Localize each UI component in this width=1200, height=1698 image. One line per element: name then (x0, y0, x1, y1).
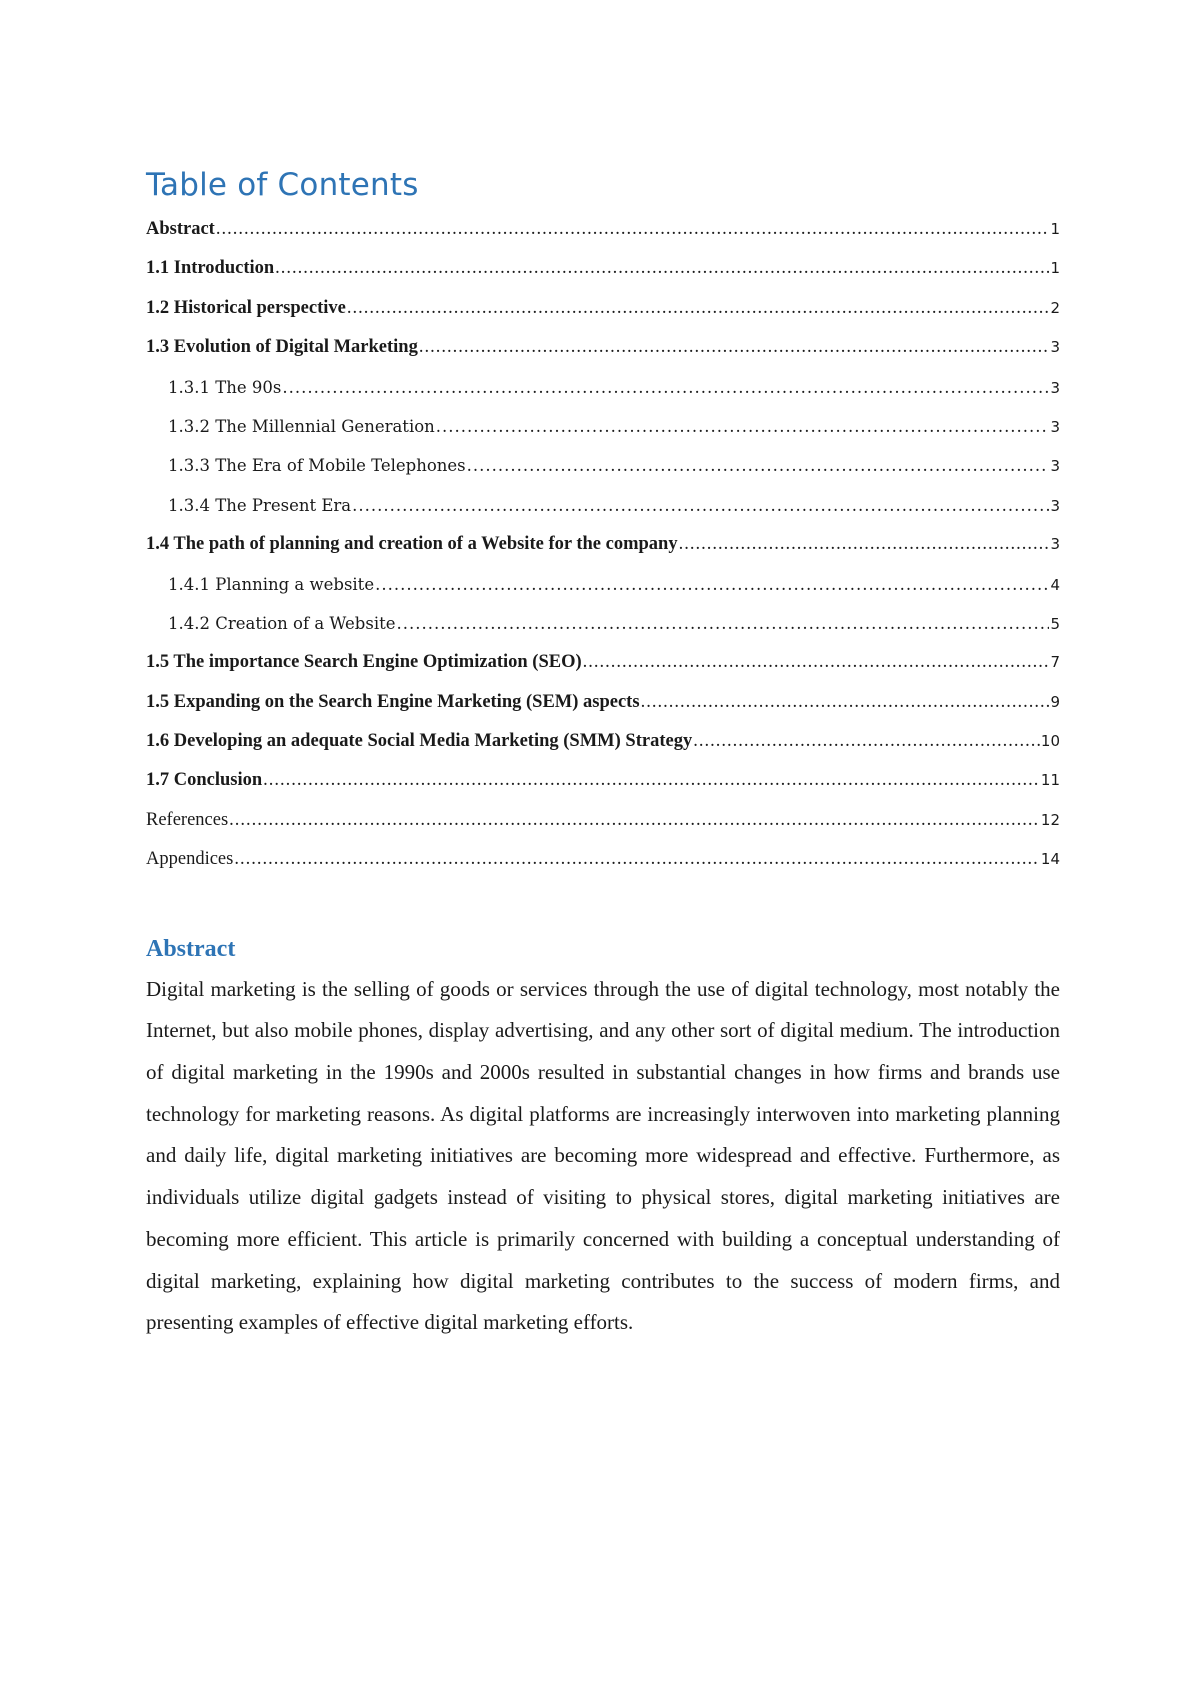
toc-entry-website-path[interactable] (146, 525, 1060, 564)
toc-page-number: 5 (1050, 614, 1060, 633)
toc-entry-label[interactable]: 1.3.4 The Present Era (168, 495, 352, 515)
abstract-heading: Abstract (146, 935, 236, 962)
toc-entry-creation-website[interactable] (146, 604, 1060, 643)
toc-leader (234, 840, 1040, 879)
toc-entry-introduction[interactable] (146, 249, 1060, 288)
toc-page-number: 2 (1050, 298, 1060, 317)
toc-page-number: 10 (1040, 732, 1060, 751)
toc-leader (583, 643, 1050, 682)
toc-leader (436, 407, 1050, 446)
toc-entry-label[interactable]: 1.6 Developing an adequate Social Media Marketing (SMM) Strategy (146, 731, 693, 752)
toc-entry-historical-perspective[interactable] (146, 289, 1060, 328)
toc-entry-label[interactable]: 1.4 The path of planning and creation of a Website for the company (146, 534, 678, 555)
toc-entry-smm[interactable] (146, 722, 1060, 761)
toc-entry-label[interactable]: 1.4.2 Creation of a Website (168, 613, 396, 633)
toc-page-number: 1 (1050, 220, 1060, 238)
toc-entry-label[interactable]: 1.2 Historical perspective (146, 297, 346, 318)
toc-entry-label[interactable]: 1.3.3 The Era of Mobile Telephones (168, 456, 466, 476)
toc-page-number: 3 (1050, 535, 1060, 554)
toc-leader (679, 525, 1050, 564)
toc-entry-abstract[interactable] (146, 210, 1060, 249)
toc-entry-label[interactable]: 1.5 Expanding on the Search Engine Marketing (SEM) aspects (146, 691, 640, 712)
toc-leader (467, 446, 1050, 485)
toc-leader (419, 328, 1050, 367)
toc-entry-conclusion[interactable] (146, 761, 1060, 800)
toc-leader (397, 604, 1050, 643)
toc-entry-label[interactable]: 1.7 Conclusion (146, 770, 263, 791)
toc-page-number: 1 (1050, 259, 1060, 278)
toc-entry-evolution[interactable] (146, 328, 1060, 367)
toc-entry-label[interactable]: 1.3.1 The 90s (168, 377, 282, 397)
toc-entry-planning-website[interactable] (146, 565, 1060, 604)
abstract-body: Digital marketing is the selling of goods or services through the use of digital technology, most notably the Internet, but also mobile phones, display advertising, and any other sort of digital medium. The introduction of digital marketing in the 1990s and 2000s resulted in substantial changes in how firms and brands use technology for marketing reasons. As digital platforms are increasingly interwoven into marketing planning and daily life, digital marketing initiatives are becoming more widespread and effective. Furthermore, as individuals utilize digital gadgets instead of visiting to physical stores, digital marketing initiatives are becoming more efficient. This article is primarily concerned with building a conceptual understanding of digital marketing, explaining how digital marketing contributes to the success of modern firms, and presenting examples of effective digital marketing efforts. (146, 976, 1060, 1335)
toc-page-number: 12 (1040, 810, 1060, 829)
toc-leader (263, 761, 1040, 800)
toc-entry-label[interactable]: 1.3 Evolution of Digital Marketing (146, 337, 418, 358)
toc-page-number: 3 (1050, 457, 1060, 476)
toc-page-number: 3 (1050, 496, 1060, 515)
toc-entry-appendices[interactable] (146, 840, 1060, 879)
toc-leader (282, 368, 1049, 407)
toc-leader (693, 722, 1040, 761)
toc-leader (216, 210, 1050, 249)
toc-entry-label[interactable]: 1.4.1 Planning a website (168, 574, 375, 594)
toc-page-number: 3 (1050, 378, 1060, 397)
toc-entry-label[interactable]: Appendices (146, 849, 234, 870)
toc-entry-label[interactable]: 1.3.2 The Millennial Generation (168, 416, 435, 436)
toc-entry-sem[interactable] (146, 683, 1060, 722)
toc-page-number: 3 (1050, 417, 1060, 436)
toc-list (146, 210, 1060, 880)
toc-page-number: 9 (1050, 692, 1060, 711)
toc-leader (352, 486, 1049, 525)
toc-page-number: 4 (1050, 575, 1060, 594)
toc-entry-the-90s[interactable] (146, 368, 1060, 407)
toc-leader (347, 289, 1050, 328)
toc-page-number: 14 (1040, 850, 1060, 869)
toc-page-number: 11 (1040, 771, 1060, 790)
toc-entry-present-era[interactable] (146, 486, 1060, 525)
toc-entry-label[interactable]: Abstract (146, 219, 215, 239)
toc-page-number: 3 (1050, 338, 1060, 357)
toc-entry-seo[interactable] (146, 643, 1060, 682)
toc-page-number: 7 (1050, 653, 1060, 672)
toc-entry-label[interactable]: 1.1 Introduction (146, 258, 275, 279)
toc-entry-millennial[interactable] (146, 407, 1060, 446)
toc-leader (375, 565, 1049, 604)
toc-title: Table of Contents (146, 167, 419, 203)
toc-entry-label[interactable]: References (146, 809, 229, 830)
toc-leader (275, 249, 1049, 288)
toc-entry-references[interactable] (146, 801, 1060, 840)
toc-entry-label[interactable]: 1.5 The importance Search Engine Optimization (SEO) (146, 652, 582, 673)
toc-leader (229, 801, 1040, 840)
toc-entry-mobile-telephones[interactable] (146, 446, 1060, 485)
document-page (146, 165, 1060, 1344)
toc-leader (641, 683, 1050, 722)
